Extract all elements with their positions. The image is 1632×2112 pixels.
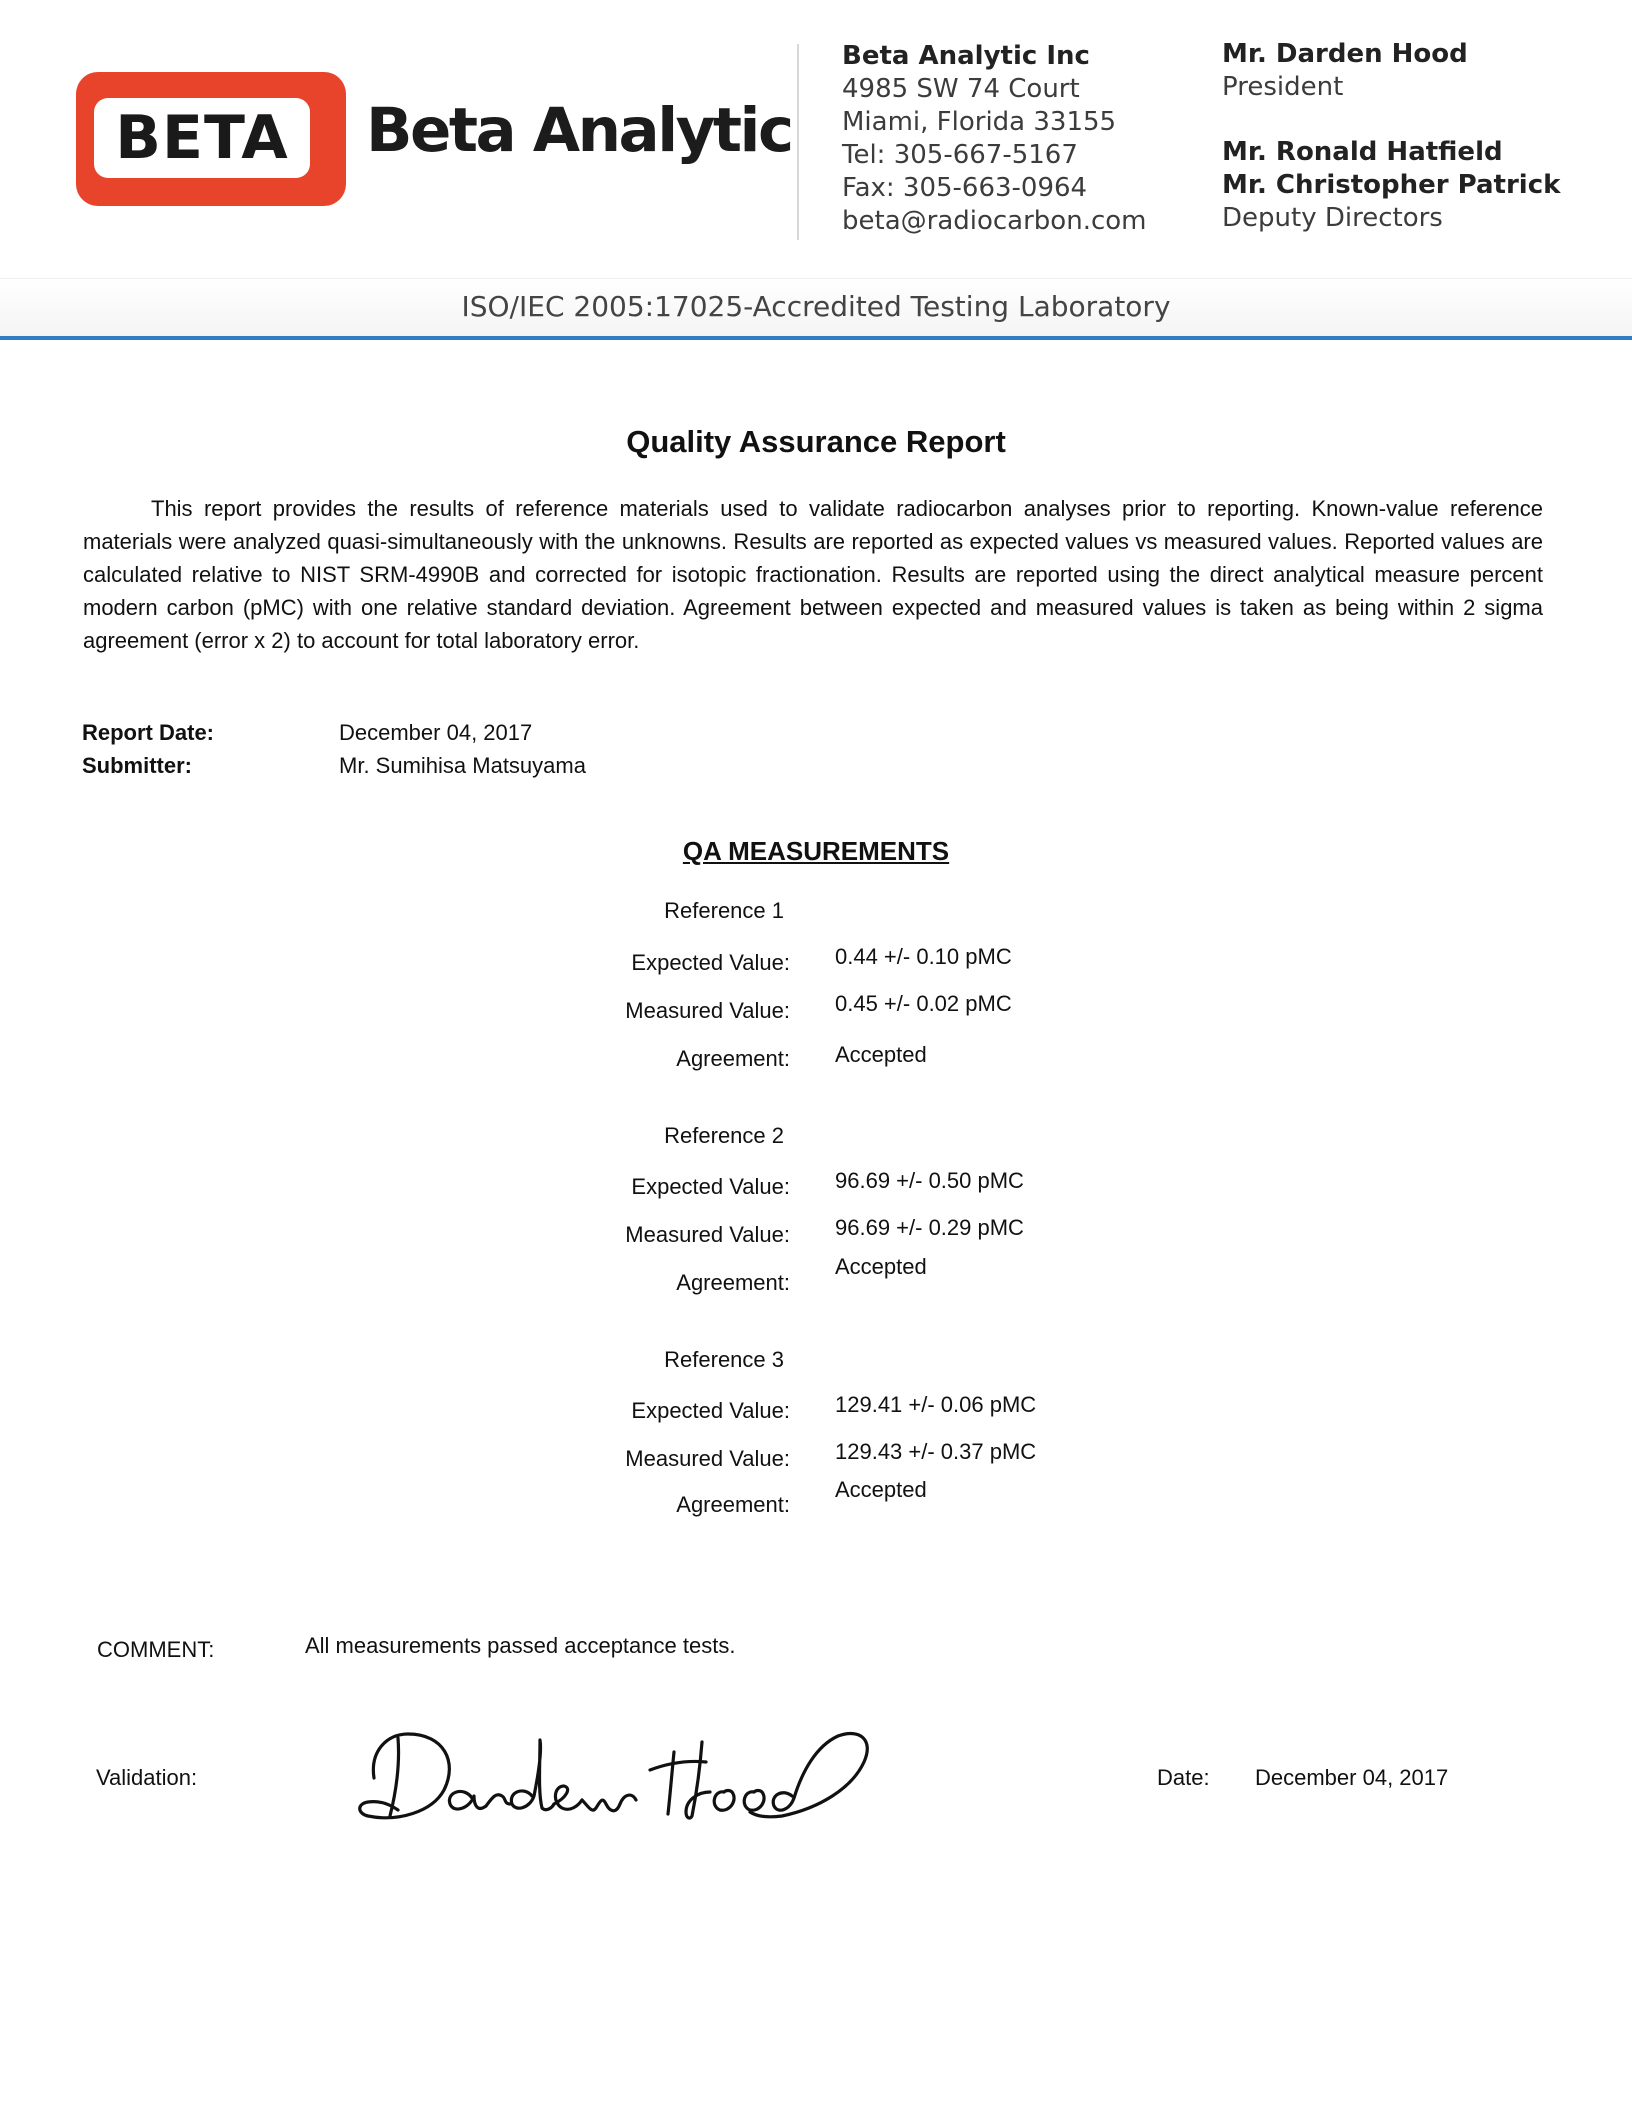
reference-2-agreement-value: Accepted: [835, 1254, 927, 1279]
accreditation-text: ISO/IEC 2005:17025-Accredited Testing Laboratory: [461, 290, 1171, 323]
company-name: Beta Analytic Inc: [842, 41, 1090, 71]
beta-logo-text: BETA: [115, 103, 289, 173]
reference-3-measured-label: Measured Value:: [625, 1446, 790, 1471]
reference-3-title: Reference 3: [664, 1347, 784, 1372]
reference-2-measured-value: 96.69 +/- 0.29 pMC: [835, 1215, 1024, 1240]
reference-1-agreement-value: Accepted: [835, 1042, 927, 1067]
comment-label: COMMENT:: [97, 1637, 215, 1662]
reference-1-measured-value: 0.45 +/- 0.02 pMC: [835, 991, 1012, 1016]
reference-1-title: Reference 1: [664, 898, 784, 923]
reference-1-expected-value: 0.44 +/- 0.10 pMC: [835, 944, 1012, 969]
reference-3-agreement-value: Accepted: [835, 1477, 927, 1502]
report-date-value: December 04, 2017: [339, 720, 533, 745]
fax: Fax: 305-663-0964: [842, 173, 1088, 203]
reference-2-expected-label: Expected Value:: [631, 1174, 790, 1199]
reference-3-expected-value: 129.41 +/- 0.06 pMC: [835, 1392, 1037, 1417]
officers-block: [1222, 38, 1560, 235]
handwritten-signature: [346, 1712, 886, 1832]
reference-1-expected-label: Expected Value:: [631, 950, 790, 975]
reference-3-agreement-label: Agreement:: [676, 1492, 790, 1517]
report-title: Quality Assurance Report: [626, 424, 1006, 459]
directors-title: Deputy Directors: [1222, 203, 1443, 233]
president-title: President: [1222, 72, 1344, 102]
telephone: Tel: 305-667-5167: [842, 140, 1078, 170]
reference-1-agreement-label: Agreement:: [676, 1046, 790, 1071]
reference-1-measured-label: Measured Value:: [625, 998, 790, 1023]
reference-3-expected-label: Expected Value:: [631, 1398, 790, 1423]
qa-measurements-heading: QA MEASUREMENTS: [682, 836, 950, 866]
header-divider: [797, 44, 799, 240]
report-date-label: Report Date:: [82, 720, 215, 745]
beta-logo-badge-inner: [94, 98, 310, 178]
reference-2-expected-value: 96.69 +/- 0.50 pMC: [835, 1168, 1024, 1193]
submitter-value: Mr. Sumihisa Matsuyama: [339, 753, 586, 778]
reference-2-title: Reference 2: [664, 1123, 784, 1148]
reference-3-measured-value: 129.43 +/- 0.37 pMC: [835, 1439, 1037, 1464]
president-name: Mr. Darden Hood: [1222, 39, 1468, 69]
date-label: Date:: [1157, 1765, 1210, 1790]
reference-2-measured-label: Measured Value:: [625, 1222, 790, 1247]
accreditation-rule: [0, 336, 1632, 340]
address-line-2: Miami, Florida 33155: [842, 107, 1117, 137]
director-1-name: Mr. Ronald Hatfield: [1222, 137, 1503, 167]
company-address-block: [842, 40, 1146, 238]
email: beta@radiocarbon.com: [842, 206, 1147, 236]
director-2-name: Mr. Christopher Patrick: [1222, 170, 1561, 200]
company-logo-wordmark: Beta Analytic: [366, 95, 792, 166]
date-value: December 04, 2017: [1255, 1765, 1449, 1790]
reference-2-agreement-label: Agreement:: [676, 1270, 790, 1295]
beta-logo-badge: [76, 72, 346, 206]
intro-paragraph: This report provides the results of reference materials used to validate radiocarbon analyses prior to reporting. Known-value reference materials were analyzed quasi-simultaneously with the unknowns. Results are reported as expected values vs measured values. Reported values are calculated relative to NIST SRM-4990B and corrected for isotopic fractionation. Results are reported using the direct analytical measure percent modern carbon (pMC) with one relative standard deviation. Agreement between expected and measured values is taken as being within 2 sigma agreement (error x 2) to account for total laboratory error.: [83, 496, 1543, 653]
validation-label: Validation:: [96, 1765, 198, 1790]
submitter-label: Submitter:: [82, 753, 192, 778]
comment-text: All measurements passed acceptance tests.: [305, 1633, 736, 1658]
address-line-1: 4985 SW 74 Court: [842, 74, 1080, 104]
